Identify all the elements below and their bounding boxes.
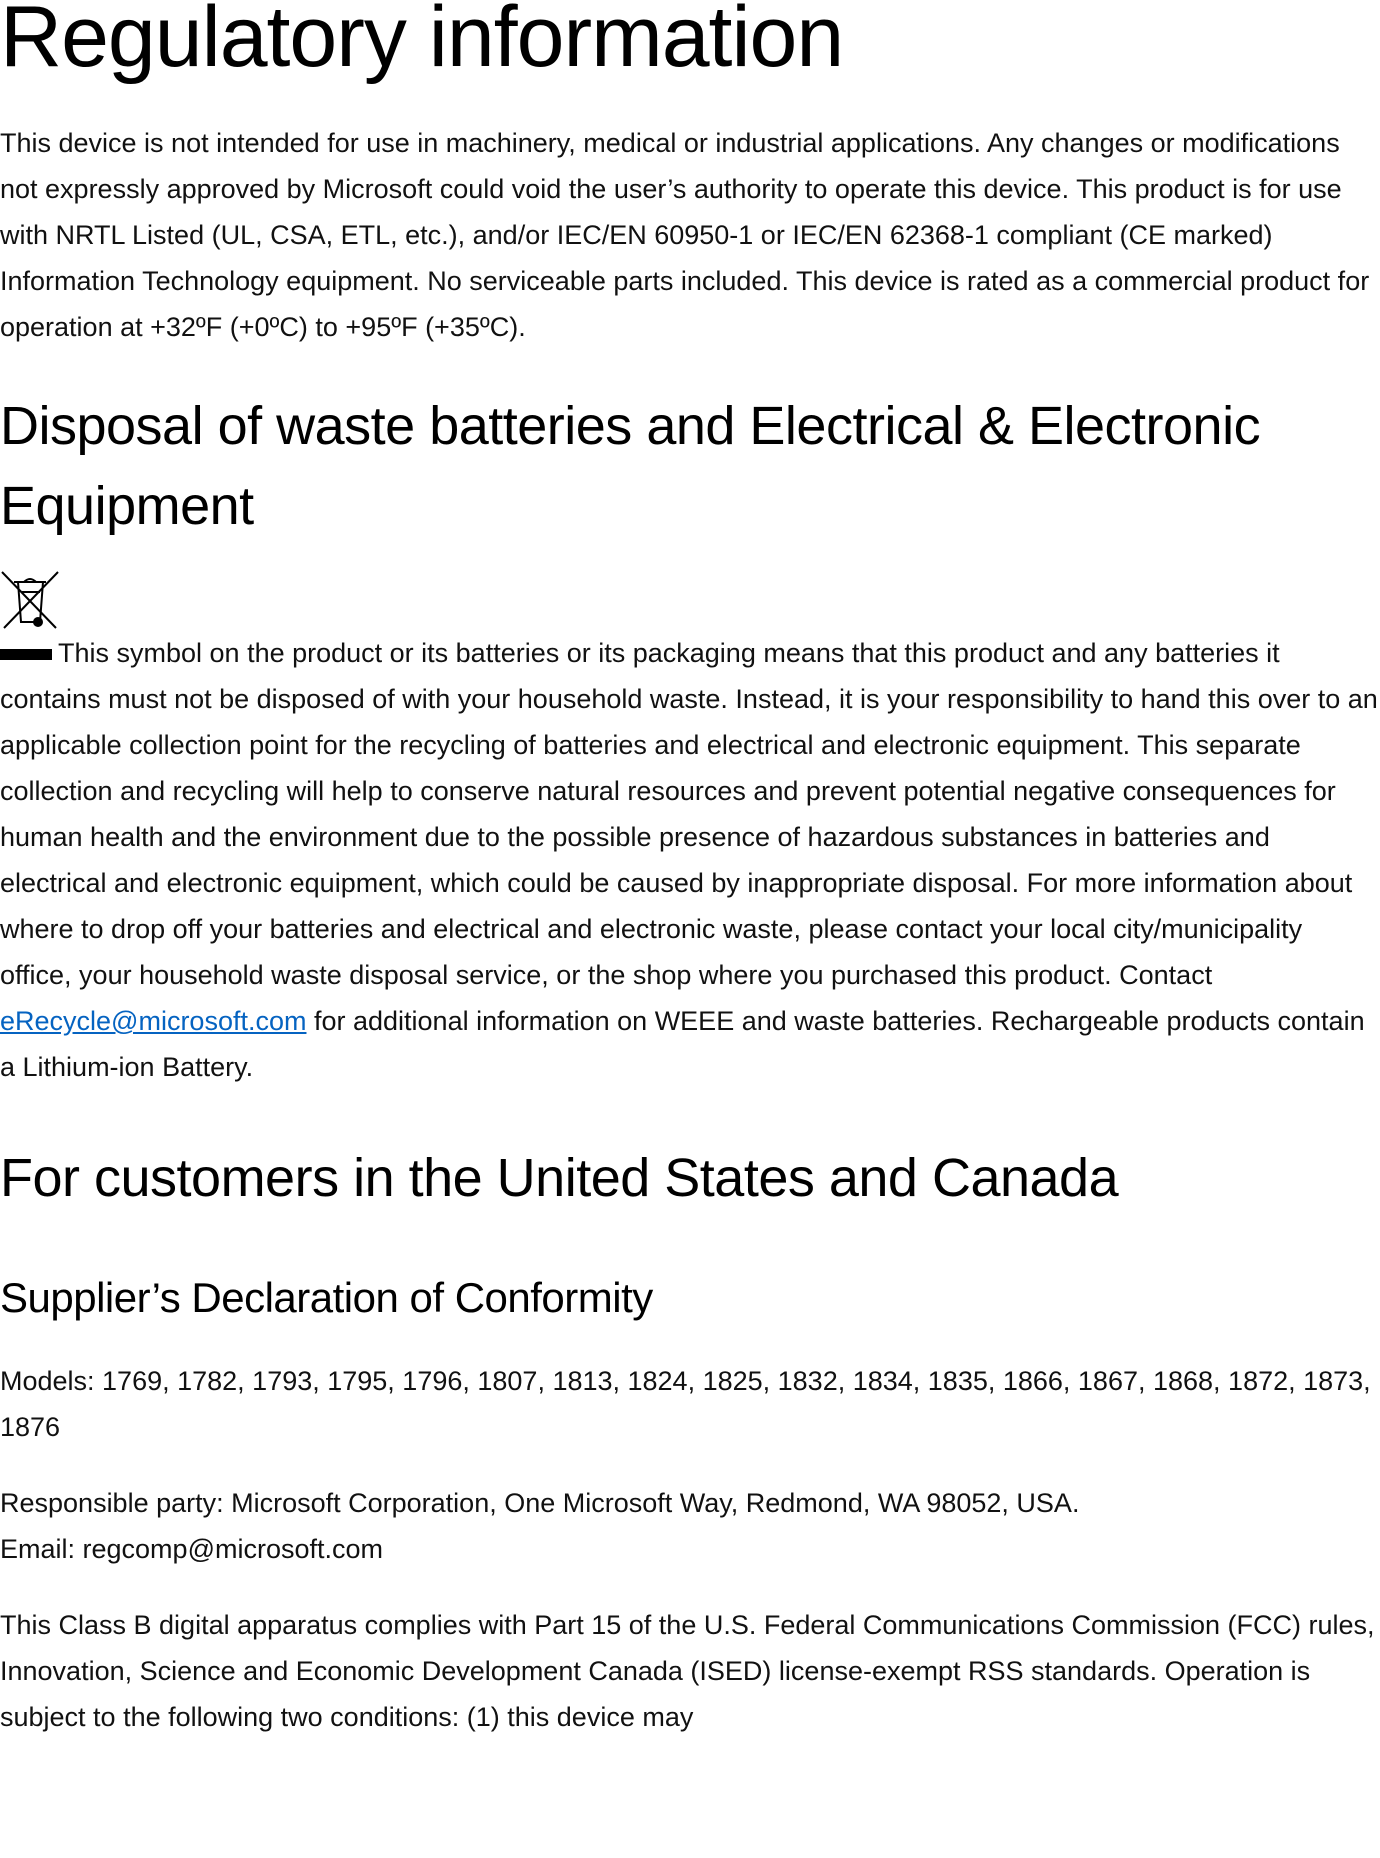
disposal-text: This symbol on the product or its batteries or its packaging means that this product and any batteries it contains must not be disposed of with your household waste. Instead, it is your responsibility to hand this over to an applicable collection point for the recycling of batteries and electrical and electronic equipment. This separate collection and recycling will help to conserve natural resources and prevent potential negative consequences for human health and the environment due to the possible presence of hazardous substances in batteries and electrical and electronic equipment, which could be caused by inappropriate disposal. For more information about where to drop off your batteries and electrical and electronic waste, please contact your local city/municipality office, your household waste disposal service, or the shop where you purchased this product. Contact <box>0 638 1378 990</box>
erecycle-email-link[interactable]: eRecycle@microsoft.com <box>0 1006 307 1036</box>
contact-email: Email: regcomp@microsoft.com <box>0 1534 383 1564</box>
disposal-paragraph <box>0 630 1380 1090</box>
disposal-section <box>0 570 1380 1090</box>
models-paragraph: Models: 1769, 1782, 1793, 1795, 1796, 1807, 1813, 1824, 1825, 1832, 1834, 1835, 1866, 1867, 1868, 1872, 1873, 1876 <box>0 1366 1371 1442</box>
page-title: Regulatory information <box>0 0 844 85</box>
weee-bar-icon <box>0 649 52 660</box>
intro-paragraph: This device is not intended for use in machinery, medical or industrial applications. Any changes or modifications not expressly approved by Microsoft could void the user’s authority to operate this device. This product is for use with NRTL Listed (UL, CSA, ETL, etc.), and/or IEC/EN 60950-1 or IEC/EN 62368-1 compliant (CE marked) Information Technology equipment. No serviceable parts included. This device is rated as a commercial product for operation at +32ºF (+0ºC) to +95ºF (+35ºC). <box>0 128 1370 342</box>
us-canada-heading: For customers in the United States and Canada <box>0 1148 1119 1208</box>
disposal-heading: Disposal of waste batteries and Electrical & Electronic Equipment <box>0 396 1261 536</box>
crossed-out-wheelie-bin-icon <box>0 570 60 630</box>
class-b-paragraph: This Class B digital apparatus complies with Part 15 of the U.S. Federal Communications Commission (FCC) rules, Innovation, Science and Economic Development Canada (ISED) license-exempt RSS standards. Operation is subject to the following two conditions: (1) this device may <box>0 1610 1375 1732</box>
disposal-text-end: for additional information on WEEE and waste batteries. Rechargeable products contain a Lithium-ion Battery. <box>0 1006 1365 1082</box>
responsible-party-block <box>0 1480 1380 1572</box>
responsible-party: Responsible party: Microsoft Corporation, One Microsoft Way, Redmond, WA 98052, USA. <box>0 1488 1080 1518</box>
sdoc-heading: Supplier’s Declaration of Conformity <box>0 1274 653 1321</box>
